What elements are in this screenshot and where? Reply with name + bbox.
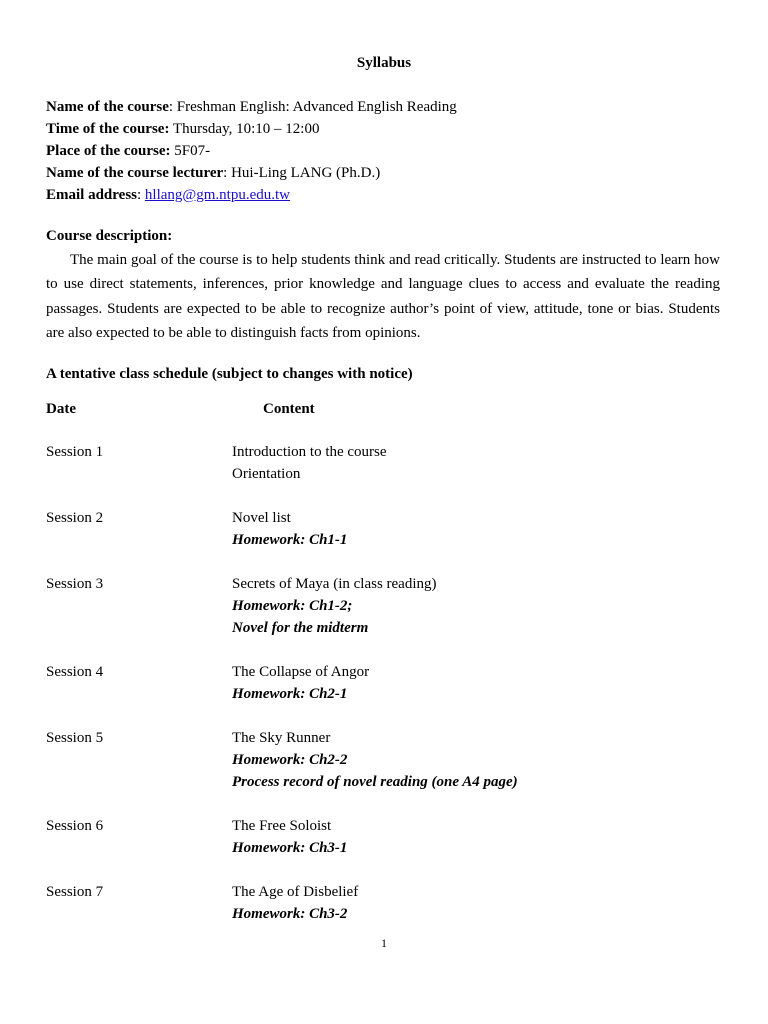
session-date: Session 7 <box>46 884 104 900</box>
schedule-col-content: Content <box>263 401 315 417</box>
email-link[interactable]: hllang@gm.ntpu.edu.tw <box>144 187 290 203</box>
lecturer-row <box>46 162 726 184</box>
email-separator: : <box>137 187 145 203</box>
session-homework: Novel for the midterm <box>232 620 369 636</box>
session-homework: Homework: Ch2-1 <box>232 686 348 702</box>
course-place-row <box>46 140 726 162</box>
session-content <box>232 507 347 551</box>
session-homework: Homework: Ch1-2; <box>232 598 353 614</box>
session-topic: The Age of Disbelief <box>232 884 359 900</box>
lecturer-label: Name of the course lecturer <box>46 165 224 181</box>
session-date: Session 2 <box>46 510 104 526</box>
schedule-col-date: Date <box>46 401 76 417</box>
session-content <box>232 815 347 859</box>
course-info <box>46 96 726 206</box>
course-time-row <box>46 118 726 140</box>
session-topic: The Free Soloist <box>232 818 332 834</box>
session-topic: Introduction to the course <box>232 444 387 460</box>
description-text: The main goal of the course is to help students think and read critically. Students are instructed to learn how to use direct statements, inferences, prior knowledge and language clues to access and evaluate the reading passages. Students are expected to be able to recognize author’s point of view, attitude, tone or bias. Students are also expected to be able to distinguish facts from opinions. <box>46 252 720 341</box>
session-date: Session 6 <box>46 818 104 834</box>
session-homework: Homework: Ch2-2 <box>232 752 348 768</box>
session-homework: Process record of novel reading (one A4 page) <box>232 774 518 790</box>
session-topic: The Sky Runner <box>232 730 331 746</box>
session-topic: The Collapse of Angor <box>232 664 370 680</box>
session-date: Session 5 <box>46 730 104 746</box>
session-content <box>232 661 369 705</box>
course-time-value: Thursday, 10:10 – 12:00 <box>169 121 320 137</box>
session-content <box>232 441 387 485</box>
session-content <box>232 881 358 925</box>
session-topic: Orientation <box>232 466 301 482</box>
schedule-heading: A tentative class schedule (subject to changes with notice) <box>46 366 413 382</box>
session-content <box>232 727 518 793</box>
session-date: Session 3 <box>46 576 104 592</box>
session-content <box>232 573 437 639</box>
course-name-value: : Freshman English: Advanced English Reading <box>168 99 457 115</box>
course-place-value: 5F07- <box>170 143 211 159</box>
description-heading: Course description: <box>46 228 173 244</box>
page-title: Syllabus <box>356 55 412 71</box>
page-number: 1 <box>381 936 387 950</box>
session-homework: Homework: Ch3-1 <box>232 840 348 856</box>
session-homework: Homework: Ch1-1 <box>232 532 348 548</box>
course-time-label: Time of the course: <box>46 121 170 137</box>
session-topic: Novel list <box>232 510 291 526</box>
email-row <box>46 184 726 206</box>
email-label: Email address <box>46 187 137 203</box>
session-topic: Secrets of Maya (in class reading) <box>232 576 437 592</box>
course-name-label: Name of the course <box>46 99 169 115</box>
course-place-label: Place of the course: <box>46 143 171 159</box>
session-homework: Homework: Ch3-2 <box>232 906 348 922</box>
lecturer-value: : Hui-Ling LANG (Ph.D.) <box>223 165 381 181</box>
session-date: Session 1 <box>46 444 104 460</box>
session-date: Session 4 <box>46 664 104 680</box>
course-name-row <box>46 96 726 118</box>
